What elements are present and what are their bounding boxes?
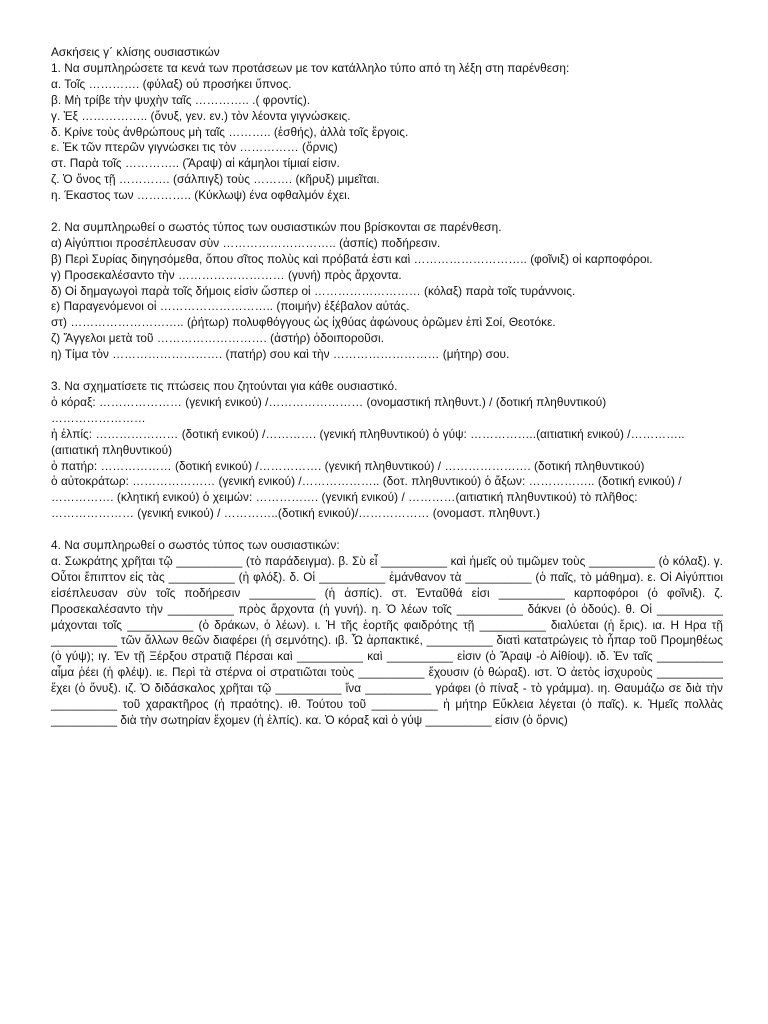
exercise-1-item: δ. Κρίνε τοὺς ἀνθρώπους μὴ ταῖς ……….. (ἐσθής), ἀλλὰ τοῖς ἔργοις. — [51, 124, 409, 139]
exercise-2-item: ζ) Ἄγγελοι μετὰ τοῦ ………………………. (ἀστήρ) ὁδοιποροῦσι. — [51, 331, 385, 346]
exercise-3-line: ……………. (κλητική ενικού) ὁ χειμών: ……………. (γενική ενικού) / …………(αιτιατική πληθυντικού) τὸ πλῆθος: — [51, 490, 638, 505]
exercise-1-item: ζ. Ὁ ὄνος τῇ …………. (σάλπιγξ) τοὺς ………. (κῆρυξ) μιμεῖται. — [51, 172, 380, 187]
exercise-2-item: α) Αἰγύπτιοι προσέπλευσαν σὺν ……………………….. (ἀσπίς) ποδήρεσιν. — [51, 235, 441, 250]
exercise-3-heading: 3. Να σχηματίσετε τις πτώσεις που ζητούνται για κάθε ουσιαστικό. — [51, 379, 398, 393]
exercise-4-body: α. Σωκράτης χρῆται τῷ __________ (τὸ παράδειγμα). β. Σὺ εἶ __________ καὶ ἡμεῖς οὐ τιμῶμεν τοὺς __________ (ὁ κόλαξ). γ. Οὗτοι ἔπιπτον εἰς τὰς __________ (ἡ φλόξ). δ. Οἱ __________ ἐμάνθανον τὰ __________ (ὁ παῖς, τὸ μάθημα). ε. Οἱ Αἰγύπτιοι εἰσέπλευσαν σὺν τοῖς ποδήρεσιν __________ (ἡ ἀσπίς). στ. Ἐνταῦθά εἰσι __________ καρποφόροι (ὁ φοῖνιξ). ζ. Προσεκαλέσαντο τὴν __________ πρὸς ἄρχοντα (ἡ γυνή). η. Ὁ λέων τοῖς __________ δάκνει (ὁ ὀδούς). θ. Οἱ __________ μάχονται τοῖς __________ (ὁ δράκων, ὁ λέων). ι. Ἡ τῆς ἑορτῆς φαιδρότης τῇ __________ διαλύεται (ἡ ἔρις). ια. Η Ηρα τῇ __________ τῶν ἄλλων θεῶν διαφέρει (ἡ σεμνότης). ιβ. Ὦ ἁρπακτικέ, __________ διατὶ κατατρώγεις τὸ ἧπαρ τοῦ Προμηθέως (ὁ γύψ); ιγ. Ἐν τῇ Ξέρξου στρατιᾷ Πέρσαι καὶ __________ καὶ __________ εἰσιν (ὁ Ἄραψ -ὁ Αἰθίοψ). ιδ. Ἐν ταῖς __________ αἷμα ῥέει (ἡ φλέψ). ιε. Περὶ τὰ στέρνα οἱ στρατιῶται τοὺς __________ ἔχουσιν (ὁ θώραξ). ιστ. Ὁ ἀετὸς ἰσχυροὺς __________ ἔχει (ὁ ὄνυξ). ιζ. Ὁ διδάσκαλος χρῆται τῷ __________ ἵνα __________ γράφει (ὁ πίναξ - τὸ γράμμα). ιη. Θαυμάζω σε διὰ τὴν __________ τοῦ χαρακτῆρος (ἡ πραότης). ιθ. Τούτου τοῦ __________ ἡ μήτηρ Εὔκλεια λέγεται (ὁ παῖς). κ. Ἡμεῖς πολλὰς __________ διὰ τὴν σωτηρίαν ἔχομεν (ἡ ἐλπίς). κα. Ὁ κόραξ καὶ ὁ γύψ __________ εἰσιν (ὁ ὄρνις) — [51, 553, 723, 728]
exercise-3-line: ὁ πατήρ: ……………… (δοτική ενικού) /……………. (γενική πληθυντικού) / …………………. (δοτική πληθυντικού) — [51, 458, 645, 473]
exercise-1-item: ε. Ἐκ τῶν πτερῶν γιγνώσκει τις τὸν …………… (ὄρνις) — [51, 140, 338, 155]
exercise-3-section — [51, 379, 723, 522]
exercise-1-item: γ. Ἐξ …………….. (ὄνυξ, γεν. εν.) τὸν λέοντα γιγνώσκεις. — [51, 108, 351, 123]
exercise-1-item: α. Τοῖς …………. (φύλαξ) οὐ προσήκει ὕπνος. — [51, 76, 292, 91]
exercise-3-line: …………………… — [51, 410, 146, 425]
exercise-3-line: ………………… (γενική ενικού) / …………..(δοτική ενικού)/……………… (ονομαστ. πληθυντ.) — [51, 506, 541, 521]
exercise-3-line: ὁ αὐτοκράτωρ: ………………… (γενική ενικού) /……………….. (δοτ. πληθυντικού) ὁ ἄξων: …………….. (δοτική ενικού) / — [51, 474, 682, 489]
exercise-1-section — [51, 45, 723, 204]
exercise-1-item: η. Έκαστος των ………….. (Κύκλωψ) ένα οφθαλμόν έχει. — [51, 188, 351, 203]
worksheet-page — [51, 45, 723, 745]
exercise-2-item: η) Τίμα τὸν ………………………. (πατήρ) σου καὶ τὴν ……………………… (μήτηρ) σου. — [51, 347, 510, 362]
exercise-3-line: ἡ ἐλπίς: ………………… (δοτική ενικού) /…………. (γενική πληθυντικού) ὁ γύψ: ……………..(αιτιατική ενικού) /………….. — [51, 426, 685, 441]
exercise-2-item: γ) Προσεκαλέσαντο τὴν ……………………… (γυνή) πρὸς ἄρχοντα. — [51, 267, 402, 282]
exercise-2-item: β) Περὶ Συρίας διηγησόμεθα, ὅπου σῖτος πολὺς καὶ πρόβατά ἐστι καὶ ……………………….. (φοῖνιξ) οἱ καρποφόροι. — [51, 251, 653, 266]
exercise-3-line: (αιτιατική πληθυντικού) — [51, 442, 173, 457]
exercise-4-section — [51, 538, 723, 729]
exercise-2-heading: 2. Να συμπληρωθεί ο σωστός τύπος των ουσιαστικών που βρίσκονται σε παρένθεση. — [51, 219, 502, 234]
exercise-2-item: δ) Οἱ δημαγωγοὶ παρὰ τοῖς δήμοις εἰσὶν ὥσπερ οἱ ……………………… (κόλαξ) παρὰ τοῖς τυράννοις. — [51, 283, 576, 298]
exercise-3-line: ὁ κόραξ: ………………… (γενική ενικού) /…………………… (ονομαστική πληθυντ.) / (δοτική πληθυντικού) — [51, 394, 607, 409]
exercise-2-item: ε) Παραγενόμενοι οἱ ……………………….. (ποιμήν) ἐξέβαλον αὐτάς. — [51, 299, 410, 314]
exercise-1-item: στ. Παρὰ τοῖς ………….. (Ἄραψ) αἱ κάμηλοι τίμιαί εἰσιν. — [51, 156, 340, 171]
worksheet-title: Ασκήσεις γ΄ κλίσης ουσιαστικών — [51, 45, 220, 59]
exercise-1-heading: 1. Να συμπληρώσετε τα κενά των προτάσεων με τον κατάλληλο τύπο από τη λέξη στη παρένθεση: — [51, 60, 570, 75]
exercise-2-item: στ) ……………………….. (ῥήτωρ) πολυφθόγγους ὡς ἰχθύας ἀφώνους ὁρῶμεν ἐπὶ Σοί, Θεοτόκε. — [51, 315, 556, 330]
exercise-2-section — [51, 220, 723, 363]
exercise-4-heading: 4. Να συμπληρωθεί ο σωστός τύπος των ουσιαστικών: — [51, 538, 340, 553]
exercise-1-item: β. Μὴ τρίβε τὴν ψυχὴν ταῖς ………….. .( φροντίς). — [51, 92, 311, 107]
